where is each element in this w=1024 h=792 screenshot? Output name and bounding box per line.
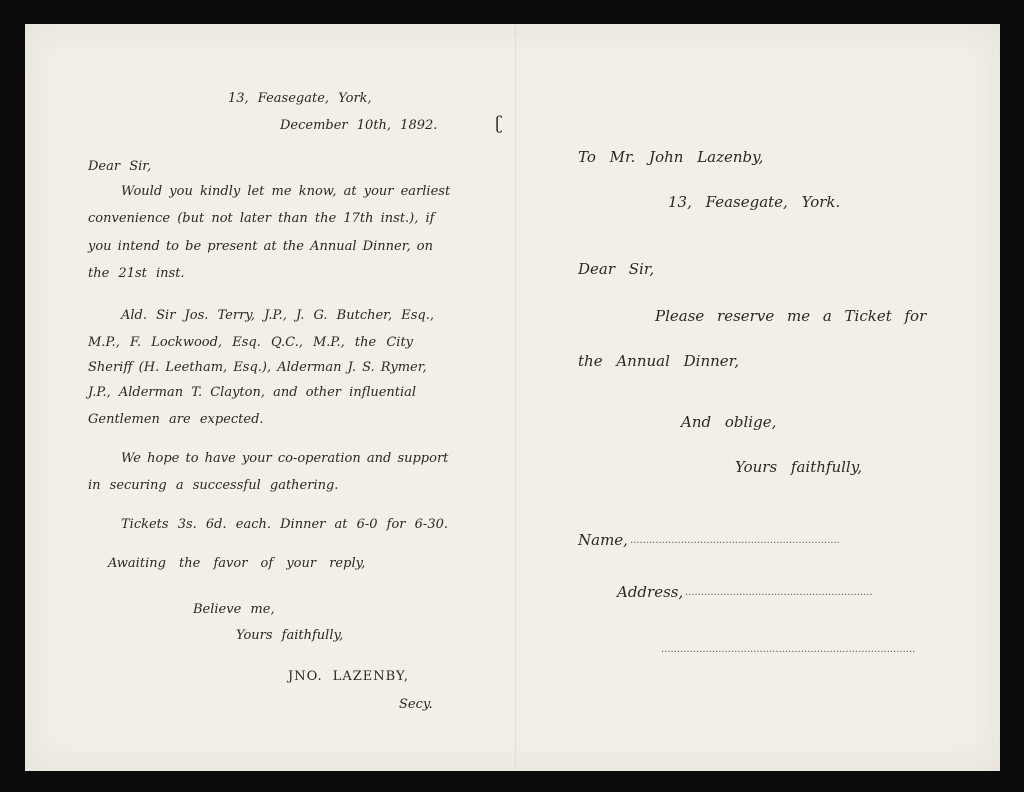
letter-para2-line: J.P., Alderman T. Clayton, and other influential [88, 385, 417, 400]
letter-signature-title: Secy. [399, 697, 433, 712]
reply-name-field[interactable]: .................................................................. [630, 535, 840, 546]
letter-believe: Believe me, [193, 602, 275, 617]
letter-closing: Yours faithfully, [236, 628, 344, 643]
letter-para2-line: Ald. Sir Jos. Terry, J.P., J. G. Butcher, Esq., [121, 308, 434, 323]
letter-para2-line: Gentlemen are expected. [88, 412, 264, 427]
letter-address: 13, Feasegate, York, [228, 91, 372, 106]
letter-para2-line: M.P., F. Lockwood, Esq. Q.C., M.P., the City [88, 335, 414, 350]
reply-body-line: the Annual Dinner, [578, 352, 739, 370]
letter-tickets: Tickets 3s. 6d. each. Dinner at 6-0 for 6-30. [121, 517, 448, 532]
reply-address-label: Address, [617, 583, 684, 601]
letter-para1-line: convenience (but not later than the 17th inst.), if [88, 211, 435, 226]
letter-para2-line: Sheriff (H. Leetham, Esq.), Alderman J. S. Rymer, [88, 360, 427, 375]
reply-body-line: Please reserve me a Ticket for [655, 307, 927, 325]
reply-address-field[interactable]: ........................................................... [685, 587, 873, 598]
letter-para1-line: the 21st inst. [88, 266, 185, 281]
letter-date: December 10th, 1892. [280, 118, 438, 133]
letter-para1-line: you intend to be present at the Annual Dinner, on [88, 239, 433, 254]
reply-closing: Yours faithfully, [735, 458, 862, 476]
reply-address: 13, Feasegate, York. [668, 193, 841, 211]
reply-name-label: Name, [578, 531, 628, 549]
reply-oblige: And oblige, [681, 413, 777, 431]
reply-salutation: Dear Sir, [578, 260, 655, 278]
reply-to-line: To Mr. John Lazenby, [578, 148, 764, 166]
letter-para3-line: We hope to have your co-operation and support [121, 451, 449, 466]
letter-awaiting: Awaiting the favor of your reply, [108, 556, 366, 571]
letter-salutation: Dear Sir, [88, 159, 152, 174]
ink-blot-mark: ʗ [495, 113, 503, 134]
fold-line [515, 24, 516, 771]
reply-address-field-line2[interactable]: ................................................................................ [661, 644, 916, 655]
letter-signature: JNO. LAZENBY, [288, 669, 410, 684]
letter-para3-line: in securing a successful gathering. [88, 478, 339, 493]
letter-para1-line: Would you kindly let me know, at your earliest [121, 184, 451, 199]
